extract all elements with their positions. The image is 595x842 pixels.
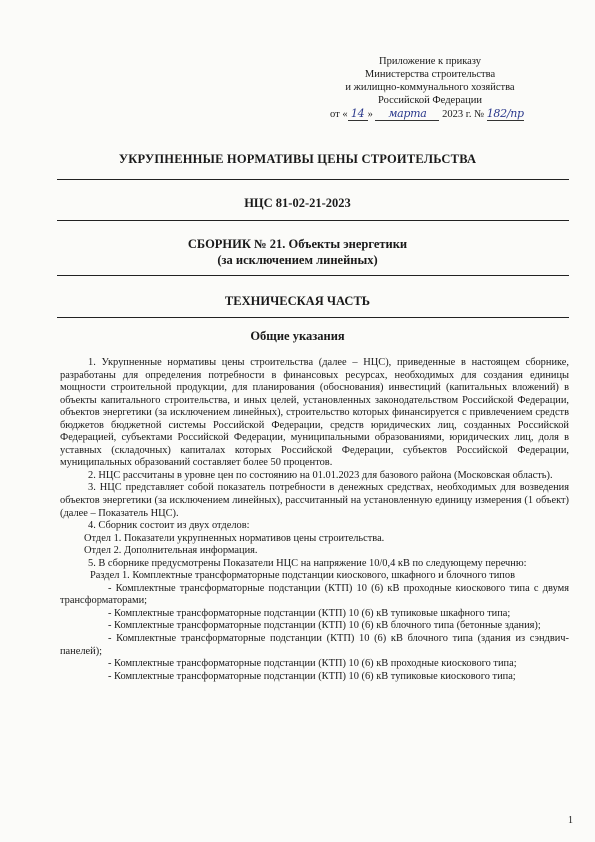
list-item: - Комплектные трансформаторные подстанции (КТП) 10 (6) кВ проходные киоскового типа; bbox=[108, 658, 517, 670]
divider-2 bbox=[57, 220, 569, 221]
list-item: - Комплектные трансформаторные подстанции (КТП) 10 (6) кВ проходные киоскового типа с двумя трансформаторами; bbox=[60, 582, 569, 607]
list-item: - Комплектные трансформаторные подстанции (КТП) 10 (6) кВ тупиковые киоскового типа; bbox=[108, 670, 516, 682]
appendix-line-3: и жилищно-коммунального хозяйства bbox=[345, 82, 515, 93]
paragraph-1: 1. Укрупненные нормативы цены строительства (далее – НЦС), приведенные в настоящем сборнике, разработаны для определения потребности в финансовых ресурсах, необходимых для создания единицы мощности строительной продукции, для планирования (обоснования) инвестиций (капитальных вложений) в объекты капитального строительства, и иных целей, установленных законодательством Российской Федерации, объектов энергетики (за исключением линейных), строительство которых финансируется с привлечением средств бюджетов бюджетной системы Российской Федерации, средств юридических лиц, созданных Российской Федерацией, субъектами Российской Федерации, муниципальными образованиями, юридических лиц, доля в уставных (складочных) капиталах которых Российской Федерации, субъектов Российской Федерации, муниципальных образований составляет более 50 процентов. bbox=[60, 357, 569, 469]
section-title: Общие указания bbox=[250, 329, 345, 343]
paragraph-2: 2. НЦС рассчитаны в уровне цен по состоянию на 01.01.2023 для базового района (Московская область). bbox=[88, 469, 553, 481]
date-mid: » bbox=[367, 109, 373, 120]
document-title: УКРУПНЕННЫЕ НОРМАТИВЫ ЦЕНЫ СТРОИТЕЛЬСТВА bbox=[118, 152, 477, 166]
handwritten-order-number: 182/пр bbox=[486, 107, 524, 120]
handwritten-month: марта bbox=[375, 107, 439, 121]
appendix-line-2: Министерства строительства bbox=[364, 69, 496, 80]
divider-3 bbox=[57, 275, 569, 276]
appendix-block bbox=[300, 55, 560, 121]
section-list-item-2: Отдел 2. Дополнительная информация. bbox=[84, 545, 258, 557]
divider-1 bbox=[57, 179, 569, 180]
document-body bbox=[60, 357, 569, 683]
handwritten-day: 14 bbox=[348, 107, 368, 121]
list-item: - Комплектные трансформаторные подстанции (КТП) 10 (6) кВ блочного типа (бетонные здания); bbox=[108, 620, 541, 632]
subsection-heading: Раздел 1. Комплектные трансформаторные подстанции киоскового, шкафного и блочного типов bbox=[90, 570, 515, 582]
list-item: - Комплектные трансформаторные подстанции (КТП) 10 (6) кВ блочного типа (здания из сэндвич-панелей); bbox=[60, 633, 569, 657]
order-date-line bbox=[300, 107, 560, 121]
paragraph-4: 4. Сборник состоит из двух отделов: bbox=[88, 520, 250, 532]
collection-title-line-2: (за исключением линейных) bbox=[217, 253, 378, 267]
date-prefix: от « bbox=[330, 109, 348, 120]
part-title: ТЕХНИЧЕСКАЯ ЧАСТЬ bbox=[224, 294, 371, 308]
paragraph-5: 5. В сборнике предусмотрены Показатели НЦС на напряжение 10/0,4 кВ по следующему перечню: bbox=[88, 557, 527, 569]
date-year: 2023 г. № bbox=[442, 109, 485, 120]
section-list-item-1: Отдел 1. Показатели укрупненных нормативов цены строительства. bbox=[84, 532, 385, 544]
appendix-line-1: Приложение к приказу bbox=[379, 56, 481, 67]
page-number: 1 bbox=[568, 815, 573, 826]
paragraph-3: 3. НЦС представляет собой показатель потребности в денежных средствах, необходимых для возведения объектов энергетики (за исключением линейных), рассчитанный на установленную единицу измерения (1 объект) (далее – Показатель НЦС). bbox=[60, 482, 569, 519]
list-item: - Комплектные трансформаторные подстанции (КТП) 10 (6) кВ тупиковые шкафного типа; bbox=[108, 607, 511, 619]
appendix-line-4: Российской Федерации bbox=[378, 95, 482, 106]
collection-title-line-1: СБОРНИК № 21. Объекты энергетики bbox=[187, 237, 408, 251]
divider-4 bbox=[57, 317, 569, 318]
document-code: НЦС 81-02-21-2023 bbox=[244, 196, 351, 210]
